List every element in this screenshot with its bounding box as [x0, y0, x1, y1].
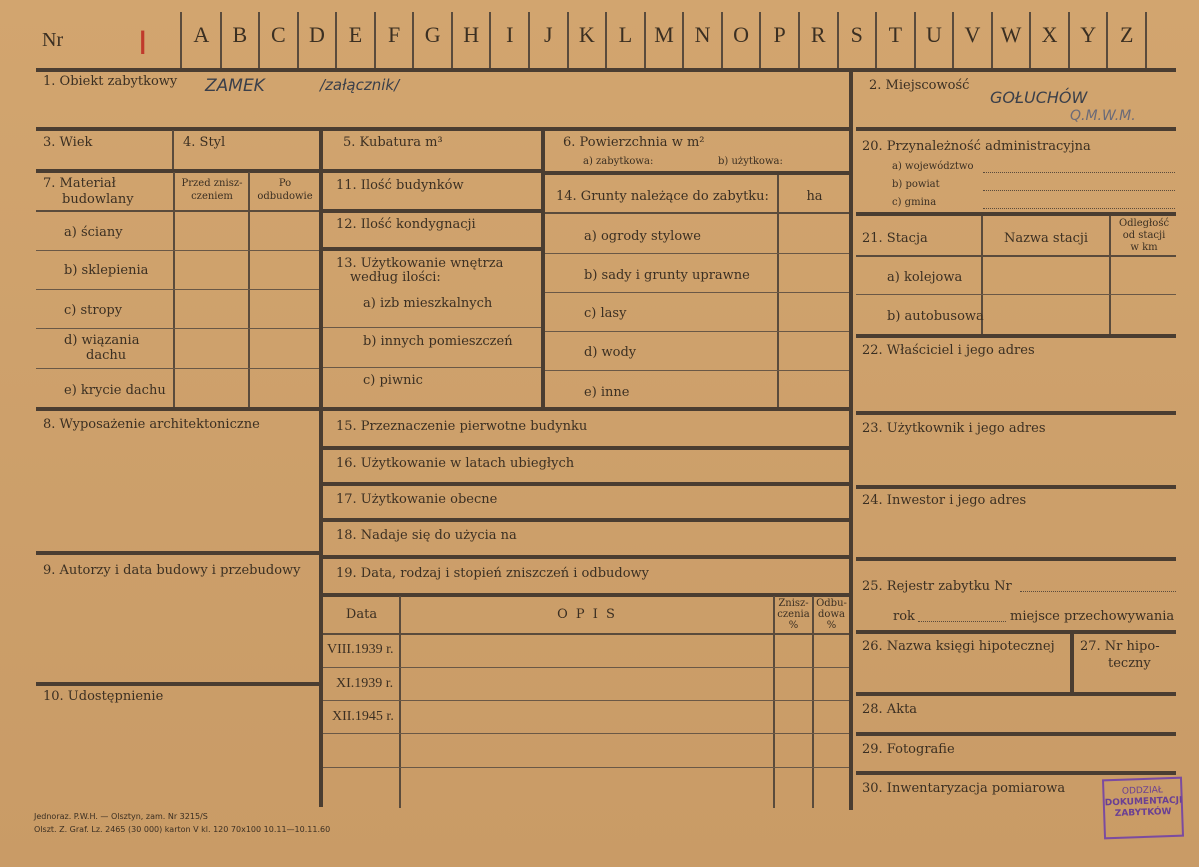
- letter-u: U: [925, 22, 942, 47]
- f13-label2: według ilości:: [350, 270, 441, 285]
- f20-c: c) gmina: [892, 197, 937, 208]
- f7-label1: 7. Materiał: [43, 176, 116, 191]
- f19-row-line: [323, 667, 849, 668]
- f19-col-o2: dowa: [818, 609, 845, 620]
- letter-c: C: [271, 22, 286, 47]
- right-rule: [856, 557, 1176, 561]
- f1-note: /załącznik/: [320, 76, 400, 94]
- mid-rule: [323, 518, 849, 522]
- row-rule-1: [36, 127, 849, 131]
- letter-v: V: [964, 22, 981, 47]
- f7-col2a: Po: [278, 178, 292, 189]
- f13-row-c: c) piwnic: [363, 373, 423, 388]
- f3-f4-divider: [172, 130, 174, 170]
- f25-place: miejsce przechowywania: [1010, 609, 1175, 624]
- f19-col-z2: czenia: [777, 609, 810, 620]
- letter-k: K: [578, 22, 595, 47]
- f20-label: 20. Przynależność administracyjna: [862, 139, 1091, 154]
- letter-p: P: [773, 22, 786, 47]
- f10-label: 10. Udostępnienie: [43, 689, 164, 704]
- f6-b: b) użytkowa:: [718, 156, 783, 167]
- f20-b: b) powiat: [892, 179, 940, 190]
- f7-header-rule: [36, 210, 319, 212]
- f2-note: Q.M.W.M.: [1070, 108, 1136, 124]
- f19-header-rule: [323, 633, 849, 635]
- f19-col-z3: %: [788, 620, 799, 631]
- f14-row-d: d) wody: [584, 345, 637, 360]
- f21-row-line: [856, 294, 1176, 295]
- left-rule-2: [36, 169, 319, 173]
- f19-col-divider: [399, 596, 401, 808]
- roman-mark: I: [138, 24, 148, 62]
- f13-row-a: a) izb mieszkalnych: [363, 296, 493, 311]
- f14-row-a: a) ogrody stylowe: [584, 229, 701, 244]
- archive-stamp: [1102, 777, 1184, 840]
- f30-label: 30. Inwentaryzacja pomiarowa: [862, 781, 1066, 796]
- letter-t: T: [888, 22, 903, 47]
- f29-label: 29. Fotografie: [862, 742, 955, 757]
- f7-divider-2: [248, 172, 250, 408]
- f7-row-e: e) krycie dachu: [64, 383, 166, 398]
- f2-value: GOŁUCHÓW: [990, 88, 1088, 107]
- f19-col-opis: O P I S: [557, 607, 617, 622]
- header-rule: [36, 68, 1176, 72]
- f23-label: 23. Użytkownik i jego adres: [862, 421, 1046, 436]
- stamp-line-1: ODDZIAŁ: [1121, 785, 1164, 797]
- f25-label: 25. Rejestr zabytku Nr: [862, 579, 1012, 594]
- nr-label: Nr: [42, 29, 64, 51]
- letter-x: X: [1041, 22, 1058, 47]
- f19-row-line: [323, 767, 849, 768]
- f7-col2b: odbudowie: [257, 191, 313, 202]
- mid-rule: [323, 209, 541, 213]
- f14-row-line: [545, 331, 849, 332]
- footer-line-1: Jednoraz. P.W.H. — Olsztyn, zam. Nr 3215/S: [34, 812, 208, 821]
- letter-h: H: [463, 22, 480, 47]
- f14-row-line: [545, 253, 849, 254]
- f7-row-c: c) stropy: [64, 303, 123, 318]
- right-rule: [856, 630, 1176, 634]
- footer-line-2: Olszt. Z. Graf. Lz. 2465 (30 000) karton V kl. 120 70x100 10.11—10.11.60: [34, 825, 331, 834]
- letter-m: M: [654, 22, 674, 47]
- f12-label: 12. Ilość kondygnacji: [336, 217, 476, 232]
- f19-date-2: XI.1939 r.: [336, 676, 394, 691]
- f21-col-d2: od stacji: [1122, 230, 1166, 241]
- f7-row-a: a) ściany: [64, 225, 123, 240]
- f7-row-d: d) wiązania: [64, 333, 140, 348]
- f13-label1: 13. Użytkowanie wnętrza: [336, 256, 504, 271]
- f19-row-line: [323, 700, 849, 701]
- f11-label: 11. Ilość budynków: [336, 178, 464, 193]
- f19-row-line: [323, 733, 849, 734]
- right-rule: [856, 732, 1176, 736]
- mid-rule-big: [323, 407, 849, 411]
- f7-col1a: Przed znisz-: [181, 178, 243, 189]
- letter-b: B: [232, 22, 248, 47]
- f13-row-b: b) innych pomieszczeń: [363, 334, 513, 349]
- f3-label: 3. Wiek: [43, 135, 93, 150]
- left-rule-4: [36, 551, 319, 555]
- stamp-line-3: ZABYTKÓW: [1114, 807, 1172, 819]
- col-divider-3: [849, 70, 853, 810]
- letter-r: R: [810, 22, 826, 47]
- f20-b-dots: [983, 190, 1175, 191]
- mid-rule: [323, 555, 849, 559]
- f1-value: ZAMEK: [205, 76, 265, 96]
- f7-row-line: [36, 368, 319, 369]
- right-rule: [856, 411, 1176, 415]
- f19-date-3: XII.1945 r.: [332, 709, 394, 724]
- f14-row-c: c) lasy: [584, 306, 627, 321]
- f14-row-line: [545, 292, 849, 293]
- f7-label2: budowlany: [62, 192, 134, 207]
- letter-g: G: [424, 22, 441, 47]
- col-divider-1: [319, 127, 323, 807]
- f18-label: 18. Nadaje się do użycia na: [336, 528, 517, 543]
- f19-date-1: VIII.1939 r.: [327, 642, 394, 657]
- letter-w: W: [1000, 22, 1022, 47]
- letter-divider: [1145, 12, 1147, 68]
- mid-rule: [323, 169, 541, 173]
- f19-col-o1: Odbu-: [816, 598, 847, 609]
- f25-nr-dots: [1020, 591, 1176, 592]
- letter-f: F: [387, 22, 401, 47]
- f15-label: 15. Przeznaczenie pierwotne budynku: [336, 419, 588, 434]
- f21-header-rule: [856, 255, 1176, 257]
- f7-row-line: [36, 289, 319, 290]
- f21-col-d1: Odległość: [1118, 218, 1170, 229]
- stamp-line-2: DOKUMENTACJI: [1104, 795, 1183, 809]
- f19-col-data: Data: [345, 607, 378, 622]
- f21-a: a) kolejowa: [887, 270, 963, 285]
- letter-d: D: [309, 22, 325, 47]
- f26-label: 26. Nazwa księgi hipotecznej: [862, 639, 1055, 654]
- row-rule-1r: [856, 127, 1176, 131]
- mid-rule: [545, 171, 849, 175]
- f19-col-o3: %: [826, 620, 837, 631]
- f14-label: 14. Grunty należące do zabytku:: [556, 189, 769, 204]
- f14-row-line: [545, 370, 849, 371]
- f21-label: 21. Stacja: [862, 231, 928, 246]
- f13-row-line: [323, 327, 541, 328]
- f19-top-rule: [323, 593, 849, 597]
- f16-label: 16. Użytkowanie w latach ubiegłych: [336, 456, 575, 471]
- letter-z: Z: [1119, 22, 1134, 47]
- f17-label: 17. Użytkowanie obecne: [336, 492, 498, 507]
- f27-label1: 27. Nr hipo-: [1080, 639, 1160, 654]
- letter-e: E: [348, 22, 363, 47]
- f13-row-line: [323, 367, 541, 368]
- f25-rok: rok: [893, 609, 915, 624]
- f21-b: b) autobusowa: [887, 309, 984, 324]
- f2-label: 2. Miejscowość: [869, 78, 970, 93]
- f21-col-name: Nazwa stacji: [1003, 231, 1089, 246]
- f7-row-line: [36, 250, 319, 251]
- f7-divider-1: [173, 172, 175, 408]
- left-rule-3: [36, 407, 319, 411]
- right-rule: [856, 485, 1176, 489]
- f6-label: 6. Powierzchnia w m²: [563, 135, 705, 150]
- right-rule: [856, 334, 1176, 338]
- f7-row-b: b) sklepienia: [64, 263, 149, 278]
- f7-row-line: [36, 328, 319, 329]
- f5-label: 5. Kubatura m³: [343, 135, 443, 150]
- letter-o: O: [733, 22, 750, 47]
- letter-n: N: [694, 22, 711, 47]
- left-rule-5: [36, 682, 319, 686]
- f24-label: 24. Inwestor i jego adres: [862, 493, 1027, 508]
- f14-unit: ha: [806, 189, 823, 204]
- right-rule: [856, 771, 1176, 775]
- f14-row-e: e) inne: [584, 385, 630, 400]
- f7-row-d2: dachu: [86, 348, 127, 363]
- f27-label2: teczny: [1108, 656, 1151, 671]
- f7-col1b: czeniem: [191, 191, 233, 202]
- f20-c-dots: [983, 208, 1175, 209]
- f20-a: a) województwo: [892, 161, 974, 172]
- f14-header-rule: [545, 212, 849, 214]
- f4-label: 4. Styl: [183, 135, 226, 150]
- f20-a-dots: [983, 172, 1175, 173]
- f22-label: 22. Właściciel i jego adres: [862, 343, 1035, 358]
- f8-label: 8. Wyposażenie architektoniczne: [43, 417, 260, 432]
- letter-a: A: [193, 22, 210, 47]
- letter-j: J: [544, 22, 553, 47]
- right-rule: [856, 212, 1176, 216]
- f14-row-b: b) sady i grunty uprawne: [584, 268, 750, 283]
- mid-rule: [323, 446, 849, 450]
- f28-label: 28. Akta: [862, 702, 918, 717]
- mid-rule: [323, 482, 849, 486]
- letter-y: Y: [1080, 22, 1097, 47]
- f19-label: 19. Data, rodzaj i stopień zniszczeń i odbudowy: [336, 566, 650, 581]
- mid-rule: [323, 247, 541, 251]
- letter-i: I: [506, 22, 514, 47]
- f21-col-d3: w km: [1130, 242, 1158, 253]
- right-rule: [856, 692, 1176, 696]
- col-divider-2: [541, 127, 545, 409]
- letter-s: S: [850, 22, 863, 47]
- f6-a: a) zabytkowa:: [583, 156, 654, 167]
- f26-f27-divider: [1070, 634, 1074, 694]
- letter-l: L: [618, 22, 633, 47]
- f25-rok-dots: [918, 621, 1006, 622]
- f9-label: 9. Autorzy i data budowy i przebudowy: [43, 563, 301, 578]
- f1-label: 1. Obiekt zabytkowy: [43, 74, 178, 89]
- f19-col-z1: Znisz-: [778, 598, 809, 609]
